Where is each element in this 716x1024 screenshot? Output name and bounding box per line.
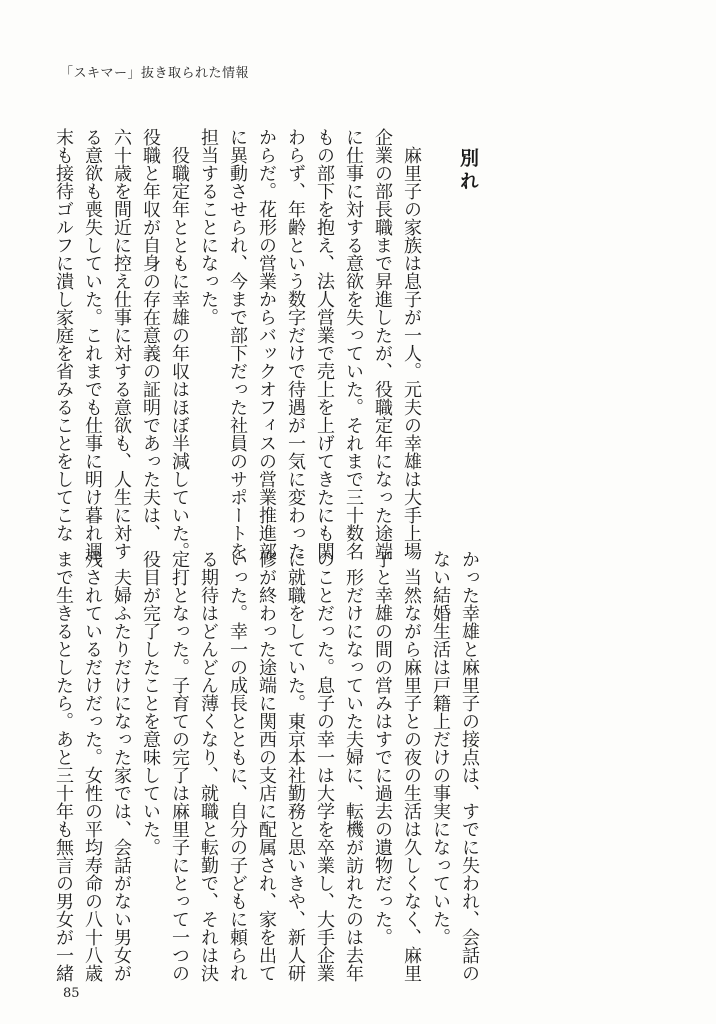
text-column: 担当することになった。 (198, 128, 219, 326)
text-column: 形だけになっていた夫婦に、転機が訪れたのは去年 (343, 550, 364, 982)
text-column: 役目が完了したことを意味していた。 (140, 550, 161, 856)
text-column: 役職定年とともに幸雄の年収はほぼ半減していた。 (169, 128, 190, 560)
text-column: のことだった。息子の幸一は大学を卒業し、大手企業 (314, 550, 335, 982)
text-column: 末も接待ゴルフに潰し家庭を省みることをしてこな (53, 128, 74, 542)
text-column: に就職をしていた。東京本社勤務と思いきや、新人研 (285, 550, 306, 982)
text-column: からだ。花形の営業からバックオフィスの営業推進部 (256, 128, 277, 560)
text-column: 麻里子の家族は息子が一人。元夫の幸雄は大手上場 (401, 128, 422, 560)
text-column: 夫婦ふたりだけになった家では、会話がない男女が (111, 550, 132, 982)
text-column: 六十歳を間近に控え仕事に対する意欲も、人生に対す (111, 128, 132, 560)
text-column: 子と幸雄の間の営みはすでに過去の遺物だった。 (372, 550, 393, 946)
text-column: に仕事に対する意欲を失っていた。それまで三十数名 (343, 128, 364, 560)
text-column: に異動させられ、今まで部下だった社員のサポートを (227, 128, 248, 560)
text-column: かった幸雄と麻里子の接点は、すでに失われ、会話の (459, 550, 480, 982)
section-title: 別れ (457, 148, 479, 194)
text-column: 修が終わった途端に関西の支店に配属され、家を出て (256, 550, 277, 982)
text-column: いった。幸一の成長とともに、自分の子どもに頼られ (227, 550, 248, 982)
text-column: もの部下を抱え、法人営業で売上を上げてきたにも関 (314, 128, 335, 560)
text-column: わらず、年齢という数字だけで待遇が一気に変わった (285, 128, 306, 560)
text-column: 定打となった。子育ての完了は麻里子にとって一つの (169, 550, 190, 982)
page-number: 85 (63, 986, 80, 1001)
text-column: 役職と年収が自身の存在意義の証明であった夫は、 (140, 128, 161, 542)
text-column: 企業の部長職まで昇進したが、役職定年になった途端 (372, 128, 393, 560)
text-column: 当然ながら麻里子との夜の生活は久しくなく、麻里 (401, 550, 422, 982)
text-column: ない結婚生活は戸籍上だけの事実になっていた。 (430, 550, 451, 946)
running-header: 「スキマー」抜き取られた情報 (60, 66, 250, 81)
text-column: る意欲も喪失していた。これまでも仕事に明け暮れ週 (82, 128, 103, 560)
text-column: る期待はどんどん薄くなり、就職と転勤で、それは決 (198, 550, 219, 982)
text-column: 残されているだけだった。女性の平均寿命の八十八歳 (82, 550, 103, 982)
text-column: まで生きるとしたら。あと三十年も無言の男女が一緒 (53, 550, 74, 982)
